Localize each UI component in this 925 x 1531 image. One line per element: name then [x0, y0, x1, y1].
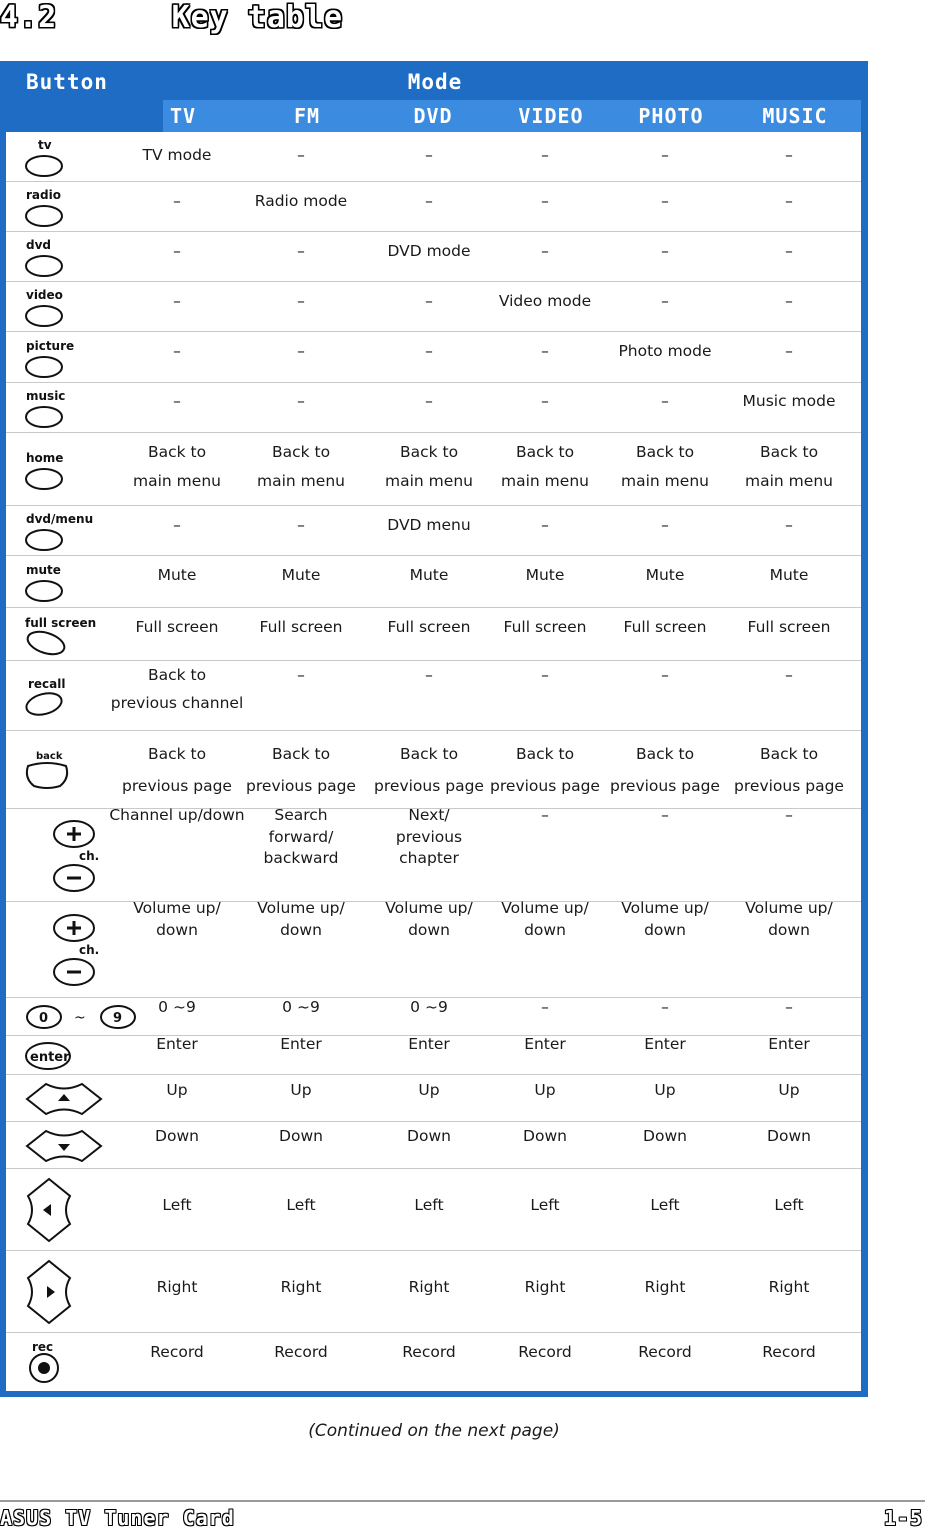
enter-button-icon — [24, 1041, 74, 1071]
table-cell: Mute — [409, 566, 449, 584]
footer-product-name: ASUS TV Tuner Card — [0, 1506, 235, 1530]
table-cell: Search forward/ backward — [263, 806, 339, 867]
table-cell: Record — [518, 1343, 572, 1361]
table-cell: – — [661, 146, 669, 164]
table-cell: Enter — [524, 1035, 566, 1053]
table-cell: – — [661, 292, 669, 310]
svg-text:enter: enter — [30, 1049, 70, 1065]
table-cell: Video mode — [498, 292, 592, 310]
button-icon-cell — [24, 613, 97, 661]
table-cell: – — [173, 392, 181, 410]
mode-header-band — [163, 100, 861, 132]
button-icon-cell — [24, 509, 94, 557]
mode-header-fm: FM — [293, 104, 321, 128]
table-row — [6, 806, 861, 902]
table-cell: – — [541, 146, 549, 164]
table-cell: Volume up/ down — [257, 899, 345, 939]
table-cell: – — [541, 516, 549, 534]
table-cell: – — [785, 806, 793, 824]
table-cell: Mute — [645, 566, 685, 584]
button-icon-cell — [24, 1176, 74, 1248]
svg-text:0: 0 — [39, 1011, 49, 1026]
table-cell: – — [297, 516, 305, 534]
svg-text:~: ~ — [74, 1010, 86, 1026]
header-mode: Mode — [407, 70, 463, 94]
dvd-button-icon — [24, 235, 80, 279]
table-cell: Full screen — [259, 618, 343, 636]
table-cell: Enter — [156, 1035, 198, 1053]
svg-text:tv: tv — [38, 138, 52, 152]
svg-text:ch.: ch. — [79, 848, 100, 863]
button-icon-cell — [24, 135, 80, 183]
table-cell: – — [297, 392, 305, 410]
section-title — [0, 0, 343, 36]
table-cell: – — [541, 342, 549, 360]
table-row — [6, 608, 861, 661]
table-cell: – — [661, 516, 669, 534]
table-cell: Enter — [280, 1035, 322, 1053]
music-button-icon — [24, 386, 80, 430]
mute-button-icon — [24, 560, 80, 604]
table-cell: Volume up/ down — [501, 899, 589, 939]
svg-text:dvd/menu: dvd/menu — [26, 512, 94, 526]
home-button-icon — [24, 448, 80, 492]
header-button: Button — [26, 70, 108, 94]
table-cell: – — [541, 666, 549, 684]
button-icon-cell — [24, 560, 80, 608]
up-arrow-button-icon — [24, 1081, 104, 1117]
svg-text:mute: mute — [26, 563, 61, 577]
button-icon-cell — [24, 1081, 104, 1121]
table-cell: Mute — [525, 566, 565, 584]
svg-text:full screen: full screen — [25, 615, 97, 630]
radio-button-icon — [24, 185, 80, 229]
table-cell: – — [425, 146, 433, 164]
table-row — [6, 731, 861, 809]
table-row — [6, 661, 861, 731]
table-cell: – — [297, 146, 305, 164]
right-arrow-button-icon — [24, 1258, 74, 1326]
table-row — [6, 232, 861, 282]
svg-text:radio: radio — [26, 188, 61, 202]
table-cell: DVD mode — [387, 242, 471, 260]
table-cell: – — [661, 998, 669, 1016]
table-row — [6, 383, 861, 433]
video-button-icon — [24, 285, 80, 329]
table-cell: Full screen — [135, 618, 219, 636]
table-cell: Right — [156, 1278, 198, 1296]
table-cell: Right — [768, 1278, 810, 1296]
svg-text:9: 9 — [113, 1011, 123, 1026]
button-icon-cell — [24, 1340, 68, 1388]
svg-text:ch.: ch. — [79, 943, 100, 957]
table-cell: Up — [418, 1081, 440, 1099]
table-row — [6, 1075, 861, 1122]
table-cell: Back to main menu — [621, 443, 709, 490]
table-cell: Volume up/ down — [621, 899, 709, 939]
table-cell: Full screen — [623, 618, 707, 636]
table-cell: – — [541, 806, 549, 824]
table-cell: Radio mode — [254, 192, 348, 210]
table-cell: Down — [643, 1127, 687, 1145]
down-arrow-button-icon — [24, 1128, 104, 1164]
table-cell: – — [297, 292, 305, 310]
table-row — [6, 506, 861, 556]
table-row — [6, 899, 861, 998]
table-cell: – — [173, 292, 181, 310]
section-number: 4.2 — [0, 0, 58, 35]
button-icon-cell — [24, 1128, 104, 1168]
table-cell: Down — [767, 1127, 811, 1145]
recall-button-icon — [24, 674, 74, 718]
table-cell: Right — [280, 1278, 322, 1296]
table-cell: – — [661, 806, 669, 824]
table-cell: Back to main menu — [745, 443, 833, 490]
footer-page-number: 1-5 — [883, 1506, 923, 1530]
table-row — [6, 1122, 861, 1169]
table-cell: – — [173, 516, 181, 534]
button-icon-cell — [24, 674, 74, 722]
table-cell: Back to main menu — [385, 443, 473, 490]
table-row — [6, 132, 861, 182]
table-cell: Left — [774, 1196, 804, 1214]
table-cell: – — [785, 342, 793, 360]
table-cell: – — [297, 242, 305, 260]
continued-note: (Continued on the next page) — [308, 1421, 560, 1441]
table-cell: Back to main menu — [501, 443, 589, 490]
table-cell: Left — [162, 1196, 192, 1214]
table-cell: Left — [286, 1196, 316, 1214]
table-cell: – — [661, 392, 669, 410]
dvd-menu-button-icon — [24, 509, 94, 553]
table-cell: Back to previous channel — [110, 666, 244, 712]
table-row — [6, 433, 861, 506]
table-row — [6, 1036, 861, 1075]
svg-text:back: back — [36, 751, 63, 762]
table-cell: Left — [530, 1196, 560, 1214]
picture-button-icon — [24, 336, 80, 380]
table-cell: Channel up/down — [109, 806, 245, 824]
table-cell: – — [661, 666, 669, 684]
table-cell: Right — [524, 1278, 566, 1296]
table-cell: – — [661, 192, 669, 210]
table-cell: Up — [290, 1081, 312, 1099]
button-icon-cell — [24, 285, 80, 333]
table-cell: – — [541, 192, 549, 210]
table-cell: 0 ~9 — [410, 998, 448, 1016]
key-table — [0, 61, 868, 1397]
table-cell: – — [785, 146, 793, 164]
table-row — [6, 1333, 861, 1391]
table-cell: Full screen — [503, 618, 587, 636]
table-row — [6, 182, 861, 232]
table-cell: Left — [414, 1196, 444, 1214]
table-cell: – — [173, 192, 181, 210]
table-cell: – — [785, 242, 793, 260]
table-cell: – — [541, 998, 549, 1016]
table-cell: – — [661, 242, 669, 260]
table-cell: Volume up/ down — [133, 899, 221, 939]
full-screen-button-icon — [24, 613, 97, 657]
table-cell: – — [425, 392, 433, 410]
button-icon-cell — [34, 910, 104, 994]
svg-text:recall: recall — [28, 677, 66, 691]
section-title-text: Key table — [171, 0, 344, 35]
table-cell: – — [297, 342, 305, 360]
table-cell: Record — [638, 1343, 692, 1361]
table-cell: Right — [644, 1278, 686, 1296]
table-cell: Photo mode — [618, 342, 712, 360]
svg-text:video: video — [26, 288, 63, 302]
table-cell: Record — [274, 1343, 328, 1361]
table-cell: Mute — [157, 566, 197, 584]
table-cell: Back to main menu — [133, 443, 221, 490]
table-cell: Enter — [644, 1035, 686, 1053]
table-cell: Back to previous page — [490, 745, 600, 795]
table-cell: – — [541, 242, 549, 260]
button-icon-cell — [24, 336, 80, 384]
table-cell: Right — [408, 1278, 450, 1296]
volume-up-down-icon — [34, 910, 104, 990]
table-cell: Full screen — [387, 618, 471, 636]
table-row — [6, 332, 861, 383]
table-cell: Full screen — [747, 618, 831, 636]
table-cell: Left — [650, 1196, 680, 1214]
table-cell: Down — [523, 1127, 567, 1145]
button-icon-cell — [24, 1258, 74, 1330]
table-cell: Enter — [768, 1035, 810, 1053]
table-cell: – — [173, 242, 181, 260]
table-cell: Mute — [769, 566, 809, 584]
table-cell: – — [425, 192, 433, 210]
record-button-icon — [24, 1340, 68, 1384]
table-cell: Down — [407, 1127, 451, 1145]
svg-text:home: home — [26, 450, 64, 465]
table-cell: – — [785, 666, 793, 684]
table-cell: – — [785, 192, 793, 210]
button-icon-cell — [34, 816, 104, 900]
table-cell: Up — [166, 1081, 188, 1099]
table-cell: – — [785, 516, 793, 534]
table-cell: 0 ~9 — [158, 998, 196, 1016]
table-cell: Record — [402, 1343, 456, 1361]
table-cell: Record — [150, 1343, 204, 1361]
table-row — [6, 282, 861, 332]
table-cell: Down — [279, 1127, 323, 1145]
table-cell: Next/ previous chapter — [395, 806, 463, 867]
mode-header-music: MUSIC — [762, 104, 828, 128]
table-cell: Mute — [281, 566, 321, 584]
table-cell: Back to previous page — [374, 745, 484, 795]
table-cell: DVD menu — [387, 516, 471, 534]
table-cell: Back to previous page — [122, 745, 232, 795]
tv-button-icon — [24, 135, 80, 179]
table-cell: TV mode — [142, 146, 212, 164]
back-button-icon — [24, 748, 74, 792]
key-table-body — [6, 132, 861, 1391]
button-icon-cell — [24, 1041, 74, 1075]
table-cell: Back to previous page — [246, 745, 356, 795]
channel-up-down-icon — [34, 816, 104, 896]
svg-text:music: music — [26, 389, 66, 403]
table-cell: – — [541, 392, 549, 410]
table-cell: – — [425, 666, 433, 684]
table-cell: Up — [778, 1081, 800, 1099]
table-row — [6, 998, 861, 1036]
table-cell: Volume up/ down — [745, 899, 833, 939]
table-cell: Enter — [408, 1035, 450, 1053]
mode-header-tv: TV — [169, 104, 197, 128]
table-cell: Back to main menu — [257, 443, 345, 490]
mode-header-dvd: DVD — [413, 104, 453, 128]
footer-divider — [0, 1500, 925, 1502]
table-cell: Up — [654, 1081, 676, 1099]
left-arrow-button-icon — [24, 1176, 74, 1244]
table-cell: – — [425, 292, 433, 310]
table-cell: 0 ~9 — [282, 998, 320, 1016]
table-row — [6, 1251, 861, 1333]
svg-text:rec: rec — [32, 1340, 54, 1354]
table-row — [6, 556, 861, 608]
table-cell: Volume up/ down — [385, 899, 473, 939]
table-cell: Music mode — [742, 392, 836, 410]
button-icon-cell — [24, 235, 80, 283]
button-icon-cell — [24, 748, 74, 796]
table-cell: – — [425, 342, 433, 360]
table-cell: – — [785, 998, 793, 1016]
table-cell: – — [173, 342, 181, 360]
mode-header-photo: PHOTO — [638, 104, 704, 128]
table-cell: – — [297, 666, 305, 684]
table-row — [6, 1169, 861, 1251]
table-cell: Back to previous page — [610, 745, 720, 795]
table-cell: Up — [534, 1081, 556, 1099]
button-icon-cell — [24, 185, 80, 233]
button-icon-cell — [24, 386, 80, 434]
svg-text:dvd: dvd — [26, 238, 52, 252]
table-cell: – — [785, 292, 793, 310]
table-cell: Down — [155, 1127, 199, 1145]
svg-text:picture: picture — [26, 338, 75, 353]
table-cell: Record — [762, 1343, 816, 1361]
button-icon-cell — [24, 448, 80, 496]
table-cell: Back to previous page — [734, 745, 844, 795]
mode-header-video: VIDEO — [518, 104, 584, 128]
